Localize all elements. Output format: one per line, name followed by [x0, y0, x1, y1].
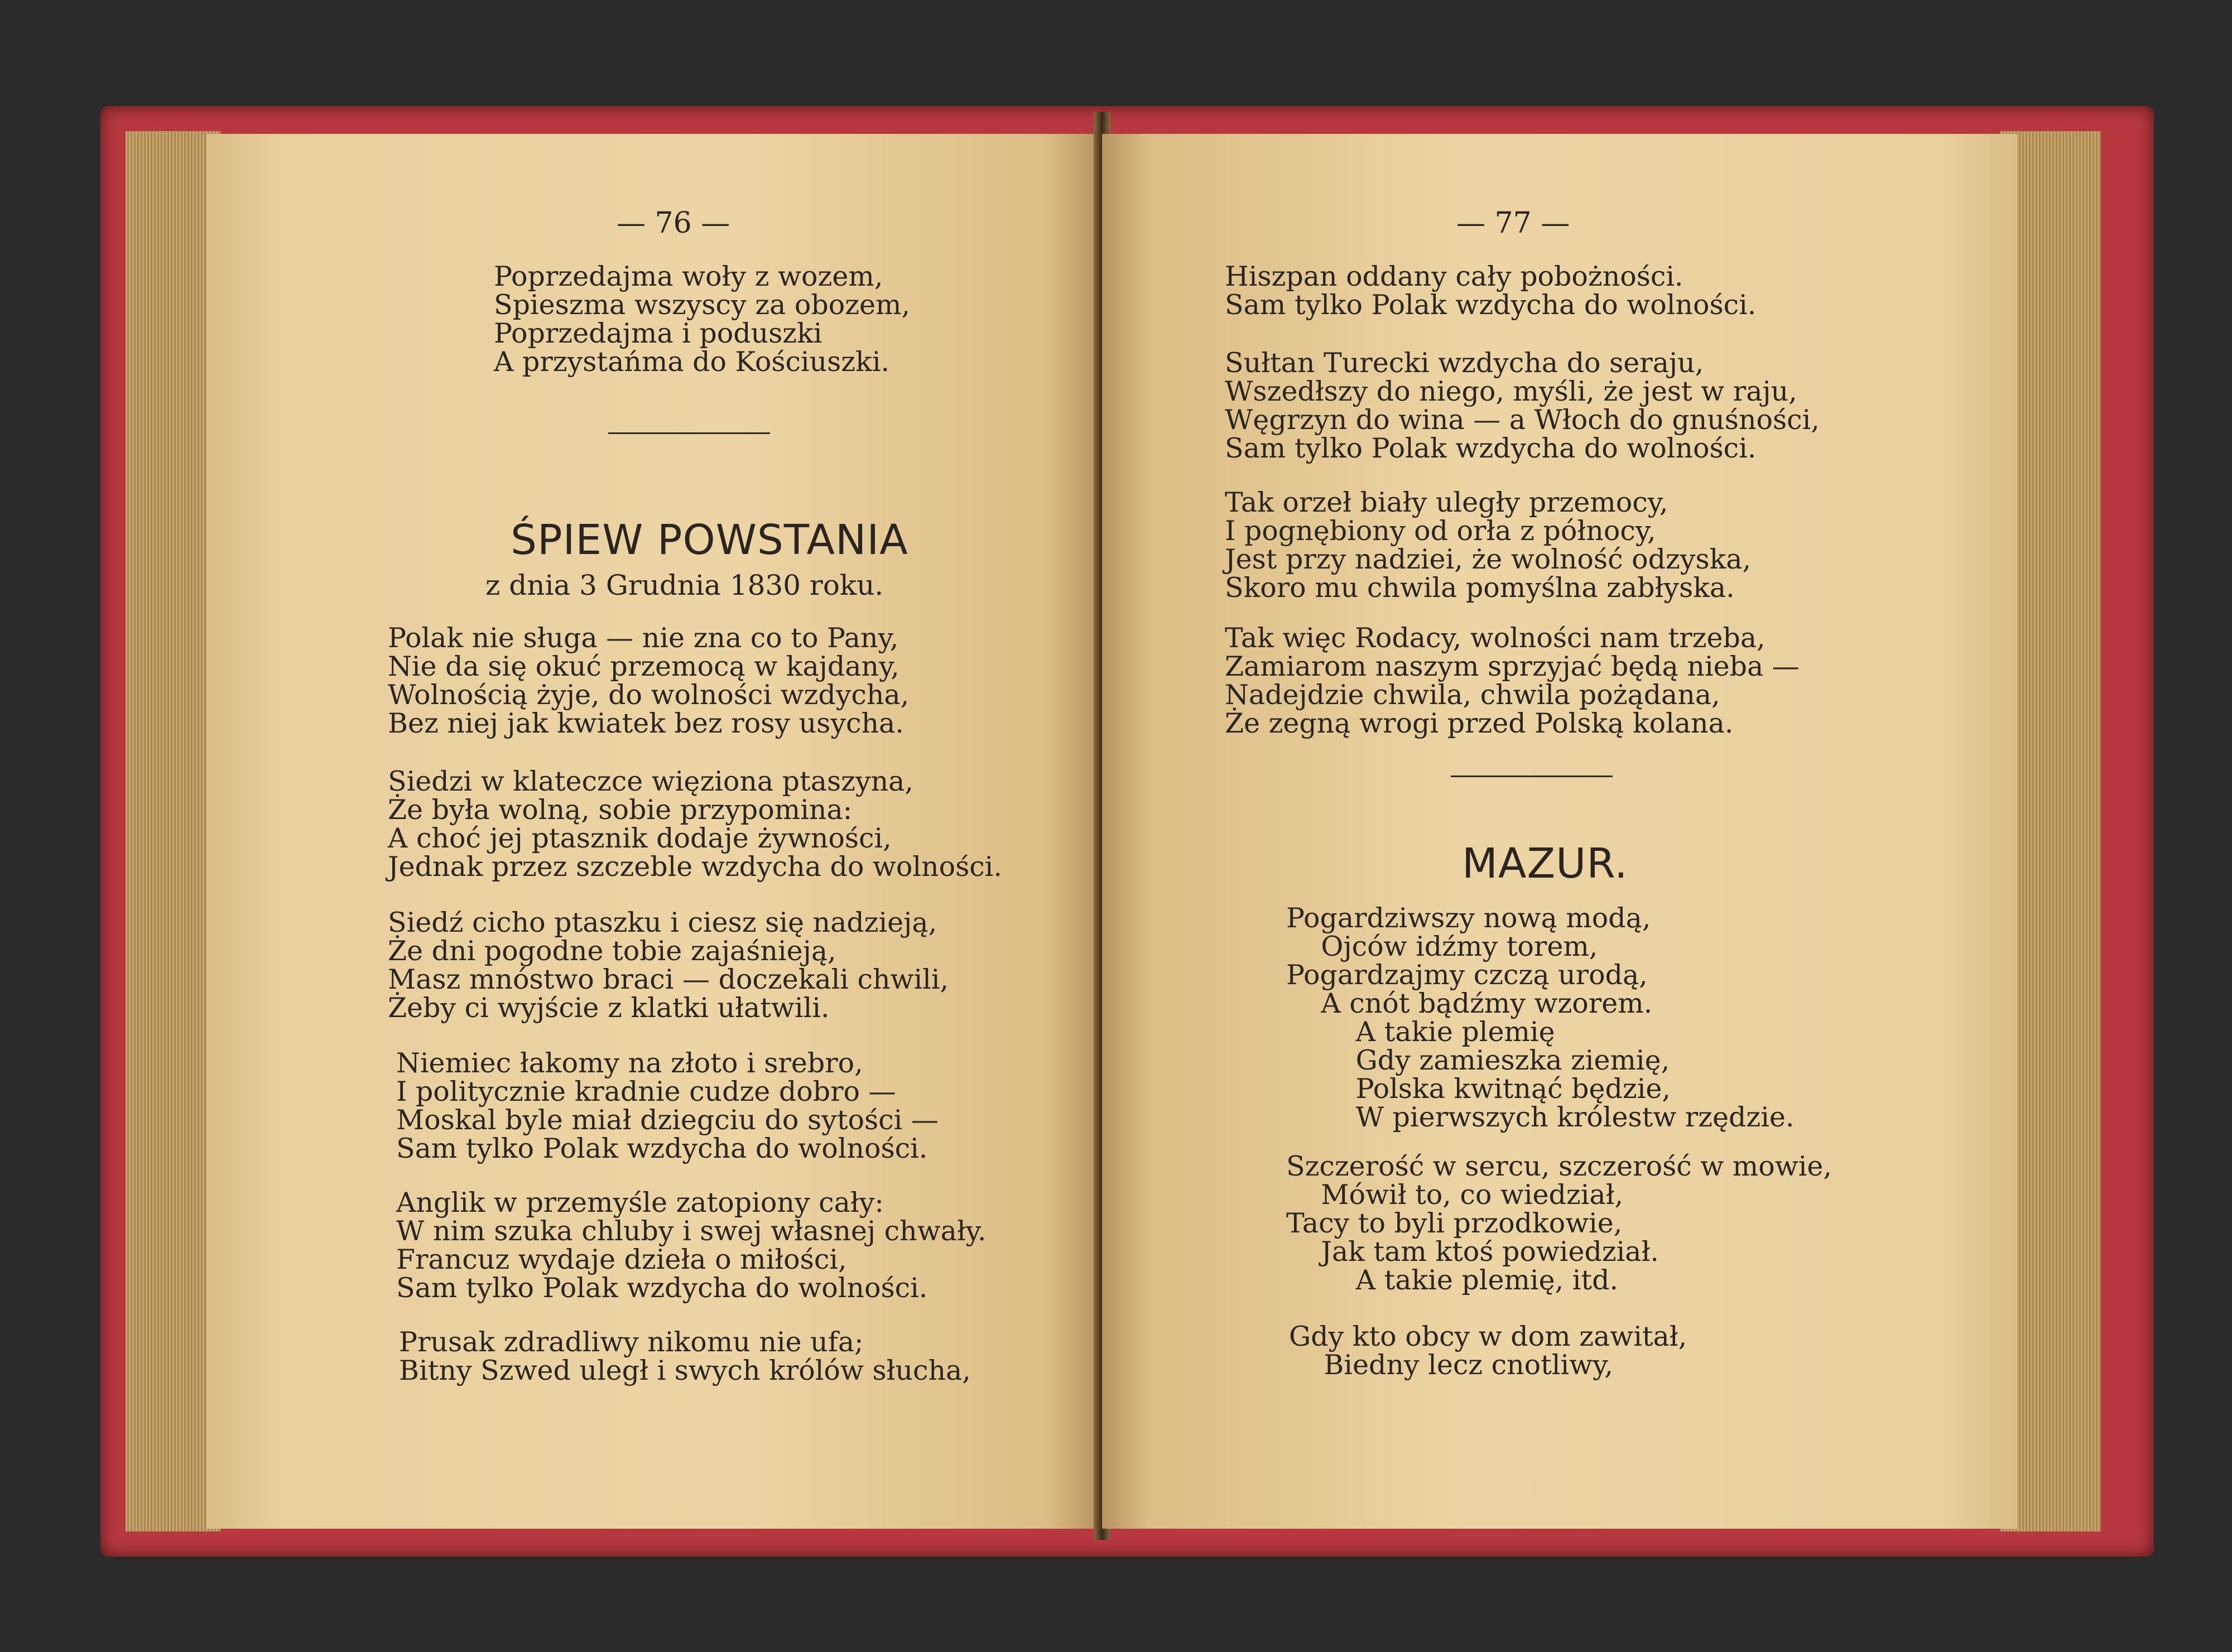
- verse-line: Ojców idźmy torem,: [1286, 931, 1598, 962]
- stanza: [388, 767, 1002, 881]
- stanza: [1286, 904, 1794, 1131]
- verse-line: Jest przy nadziei, że wolność odzyska,: [1225, 543, 1752, 575]
- stanza: [1225, 488, 1751, 602]
- verse-line: Tacy to byli przodkowie,: [1286, 1207, 1623, 1239]
- verse-line: Siedzi w klateczce więziona ptaszyna,: [388, 765, 913, 797]
- verse-line: Że zegną wrogi przed Polską kolana.: [1225, 707, 1734, 739]
- poem-title: ŚPIEW POWSTANIA: [511, 516, 908, 564]
- right-page-number: — 77 —: [1456, 206, 1570, 240]
- verse-line: Masz mnóstwo braci — doczekali chwili,: [388, 964, 949, 995]
- verse-line: Jednak przez szczeble wzdycha do wolności.: [388, 851, 1002, 883]
- verse-line: Węgrzyn do wina — a Włoch do gnuśności,: [1225, 404, 1820, 436]
- verse-line: Francuz wydaje dzieła o miłości,: [396, 1244, 847, 1275]
- verse-line: Gdy kto obcy w dom zawitał,: [1289, 1321, 1687, 1352]
- verse-line: Mówił to, co wiedział,: [1286, 1179, 1624, 1211]
- stanza: [1225, 349, 1820, 463]
- stanza: [1289, 1322, 1687, 1379]
- verse-line: Że była wolną, sobie przypomina:: [388, 794, 853, 826]
- verse-line: W pierwszych królestw rzędzie.: [1286, 1101, 1795, 1133]
- verse-line: Poprzedajma woły z wozem,: [494, 261, 883, 292]
- poem-subtitle: z dnia 3 Grudnia 1830 roku.: [485, 569, 884, 601]
- verse-line: W nim szuka chluby i swej własnej chwały.: [396, 1215, 987, 1247]
- verse-line: Skoro mu chwila pomyślna zabłyska.: [1225, 572, 1735, 604]
- verse-line: Nadejdzie chwila, chwila pożądana,: [1225, 679, 1720, 711]
- verse-line: A przystańma do Kościuszki.: [494, 346, 890, 378]
- verse-line: Spieszma wszyscy za obozem,: [494, 289, 911, 321]
- section-divider: [1451, 776, 1613, 777]
- stanza: [1286, 1152, 1832, 1294]
- verse-line: Siedź cicho ptaszku i ciesz się nadzieją,: [388, 907, 937, 938]
- verse-line: Zamiarom naszym sprzyjać będą nieba —: [1225, 651, 1800, 682]
- verse-line: A takie plemię: [1286, 1016, 1555, 1048]
- stanza: [399, 1328, 971, 1385]
- verse-line: Żeby ci wyjście z klatki ułatwili.: [388, 992, 830, 1024]
- verse-line: Polak nie sługa — nie zna co to Pany,: [388, 622, 899, 654]
- verse-line: Szczerość w sercu, szczerość w mowie,: [1286, 1150, 1832, 1182]
- verse-line: Wolnością żyje, do wolności wzdycha,: [388, 679, 910, 711]
- right-page: [1102, 134, 2017, 1529]
- verse-line: Moskal byle miał dziegciu do sytości —: [396, 1104, 939, 1136]
- verse-line: Bitny Szwed uległ i swych królów słucha,: [399, 1355, 971, 1386]
- stanza: [396, 1049, 939, 1163]
- verse-line: Wszedłszy do niego, myśli, że jest w raju,: [1225, 375, 1797, 407]
- verse-line: Tak orzeł biały uległy przemocy,: [1225, 487, 1668, 518]
- verse-line: I pognębiony od orła z północy,: [1225, 515, 1656, 547]
- opening-stanza: [494, 262, 910, 376]
- stanza: [396, 1188, 986, 1302]
- verse-line: Sam tylko Polak wzdycha do wolności.: [1225, 289, 1757, 321]
- verse-line: Że dni pogodne tobie zajaśnieją,: [388, 935, 836, 967]
- verse-line: I politycznie kradnie cudze dobro —: [396, 1076, 896, 1107]
- stanza: [1225, 624, 1800, 738]
- verse-line: Tak więc Rodacy, wolności nam trzeba,: [1225, 622, 1766, 654]
- verse-line: Jak tam ktoś powiedział.: [1286, 1236, 1659, 1268]
- verse-line: Prusak zdradliwy nikomu nie ufa;: [399, 1326, 864, 1358]
- verse-line: Gdy zamieszka ziemię,: [1286, 1044, 1670, 1076]
- verse-line: Niemiec łakomy na złoto i srebro,: [396, 1047, 863, 1079]
- verse-line: A choć jej ptasznik dodaje żywności,: [388, 822, 892, 854]
- verse-line: Polska kwitnąć będzie,: [1286, 1073, 1671, 1105]
- stanza: [388, 908, 949, 1022]
- verse-line: Pogardziwszy nową modą,: [1286, 902, 1651, 934]
- verse-line: Sułtan Turecki wzdycha do seraju,: [1225, 347, 1704, 379]
- stanza: [1225, 262, 1756, 319]
- verse-line: Pogardzajmy czczą urodą,: [1286, 959, 1648, 991]
- verse-line: Sam tylko Polak wzdycha do wolności.: [396, 1272, 928, 1304]
- poem-title: MAZUR.: [1462, 840, 1628, 888]
- verse-line: Nie da się okuć przemocą w kajdany,: [388, 651, 899, 682]
- verse-line: Sam tylko Polak wzdycha do wolności.: [396, 1133, 928, 1164]
- verse-line: Poprzedajma i poduszki: [494, 317, 822, 349]
- verse-line: A takie plemię, itd.: [1286, 1264, 1619, 1296]
- verse-line: A cnót bądźmy wzorem.: [1286, 988, 1653, 1019]
- verse-line: Anglik w przemyśle zatopiony cały:: [396, 1187, 884, 1218]
- left-page-number: — 76 —: [617, 206, 730, 240]
- verse-line: Sam tylko Polak wzdycha do wolności.: [1225, 432, 1757, 464]
- verse-line: Biedny lecz cnotliwy,: [1289, 1349, 1613, 1381]
- stanza: [388, 624, 909, 738]
- section-divider: [608, 432, 770, 434]
- verse-line: Hiszpan oddany cały pobożności.: [1225, 261, 1683, 292]
- verse-line: Bez niej jak kwiatek bez rosy usycha.: [388, 707, 904, 739]
